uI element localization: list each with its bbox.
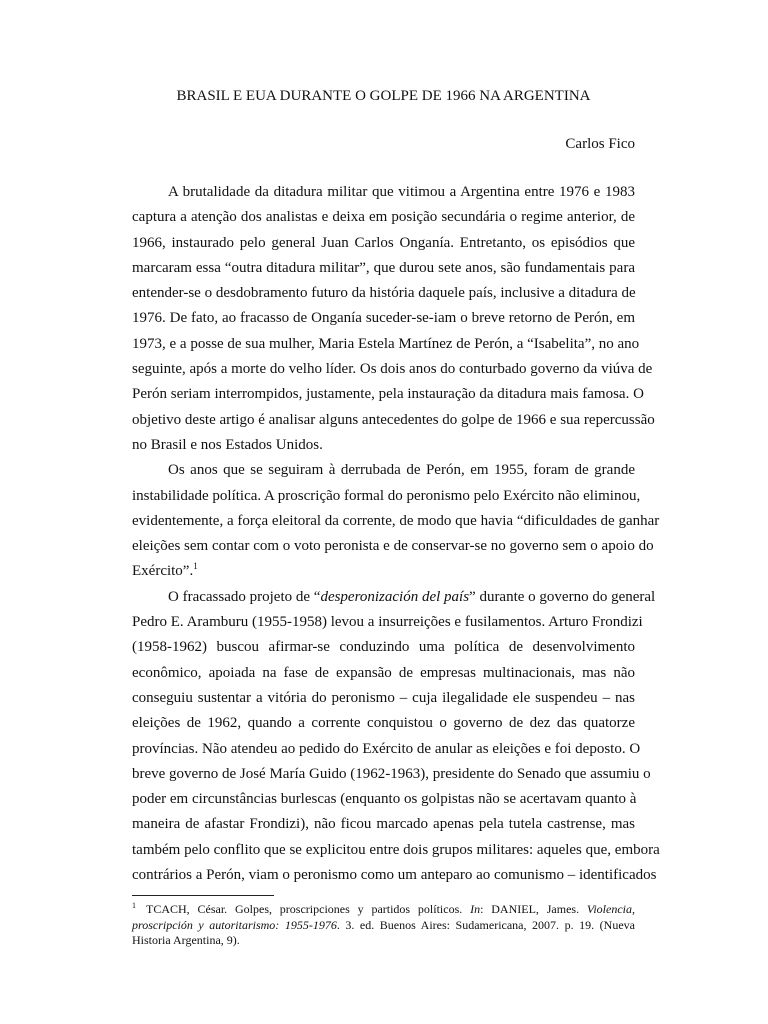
footnote-line [132,918,635,934]
text-line: objetivo deste artigo é analisar alguns antecedentes do golpe de 1966 e sua repercussão [132,411,655,428]
footnote-divider [132,895,274,896]
body-text [132,180,660,888]
text-line: (1958-1962) buscou afirmar-se conduzindo uma política de desenvolvimento [132,639,635,656]
footnotes [132,902,635,949]
text-line: também pelo conflito que se explicitou entre dois grupos militares: aqueles que, embora [132,841,660,858]
footnote-text: TCACH, César. Golpes, proscripciones y partidos políticos. [146,902,471,916]
footnote-italic: Violencia, [586,902,635,916]
text-segment: O fracassado projeto de “ [168,588,321,605]
footnote-italic: In [470,902,481,916]
footnote-line: Historia Argentina, 9). [132,933,240,947]
text-line: conseguiu sustentar a vitória do peronismo – cuja ilegalidade ele suspendeu – nas [132,689,635,706]
footnote-number: 1 [132,901,136,910]
text-line: 1976. De fato, ao fracasso de Onganía suceder-se-iam o breve retorno de Perón, em [132,310,635,327]
text-line: Perón seriam interrompidos, justamente, pela instauração da ditadura mais famosa. O [132,386,644,403]
text-line: eleições de 1962, quando a corrente conquistou o governo de dez das quatorze [132,715,635,732]
footnote-text: : DANIEL, James. [480,902,587,916]
italic-phrase: desperonización del país [320,588,470,605]
text-line: entender-se o desdobramento futuro da história daquele país, inclusive a ditadura de [132,285,636,302]
text-line: contrários a Perón, viam o peronismo como um anteparo ao comunismo – identificados [132,867,657,884]
text-line: Os anos que se seguiram à derrubada de Perón, em 1955, foram de grande [168,462,635,479]
text-line: instabilidade política. A proscrição formal do peronismo pelo Exército não eliminou, [132,487,641,504]
text-line: Pedro E. Aramburu (1955-1958) levou a insurreições e fusilamentos. Arturo Frondizi [132,614,643,631]
text-line: maneira de afastar Frondizi), não ficou marcado apenas pela tutela castrense, mas [132,816,635,833]
text-line: marcaram essa “outra ditadura militar”, que durou sete anos, são fundamentais para [132,259,635,276]
footnote-reference[interactable]: 1 [193,561,198,572]
text-line: poder em circunstâncias burlescas (enquanto os golpistas não se acertavam quanto à [132,791,637,808]
document-title: BRASIL E EUA DURANTE O GOLPE DE 1966 NA ARGENTINA [176,88,591,104]
text-line: 1973, e a posse de sua mulher, Maria Estela Martínez de Perón, a “Isabelita”, no ano [132,335,640,352]
text-line: A brutalidade da ditadura militar que vitimou a Argentina entre 1976 e 1983 [168,184,635,200]
text-line: eleições sem contar com o voto peronista e de conservar-se no governo sem o apoio do [132,538,654,555]
author-name: Carlos Fico [565,136,635,152]
text-line [132,585,656,610]
footnote-line [132,902,635,918]
text-line-content: Exército”. [132,563,194,580]
text-line: captura a atenção dos analistas e deixa em posição secundária o regime anterior, de [132,209,635,226]
footnote-italic: proscripción y autoritarismo: 1955-1976 [132,917,337,932]
text-segment: ” durante o governo do general [469,588,656,605]
footnote-text: . 3. ed. Buenos Aires: Sudamericana, 2007. p. 19. (Nueva [336,917,635,932]
text-line: econômico, apoiada na fase de expansão de empresas multinacionais, mas não [132,664,635,681]
text-line: evidentemente, a força eleitoral da corrente, de modo que havia “dificuldades de ganhar [132,512,660,529]
text-line: seguinte, após a morte do velho líder. Os dois anos do conturbado governo da viúva de [132,361,653,378]
text-line [132,559,635,584]
text-line: no Brasil e nos Estados Unidos. [132,436,323,453]
text-line: províncias. Não atendeu ao pedido do Exército de anular as eleições e foi deposto. O [132,740,641,757]
text-line: 1966, instaurado pelo general Juan Carlos Onganía. Entretanto, os episódios que [132,234,635,251]
text-line: breve governo de José María Guido (1962-1963), presidente do Senado que assumiu o [132,765,651,782]
